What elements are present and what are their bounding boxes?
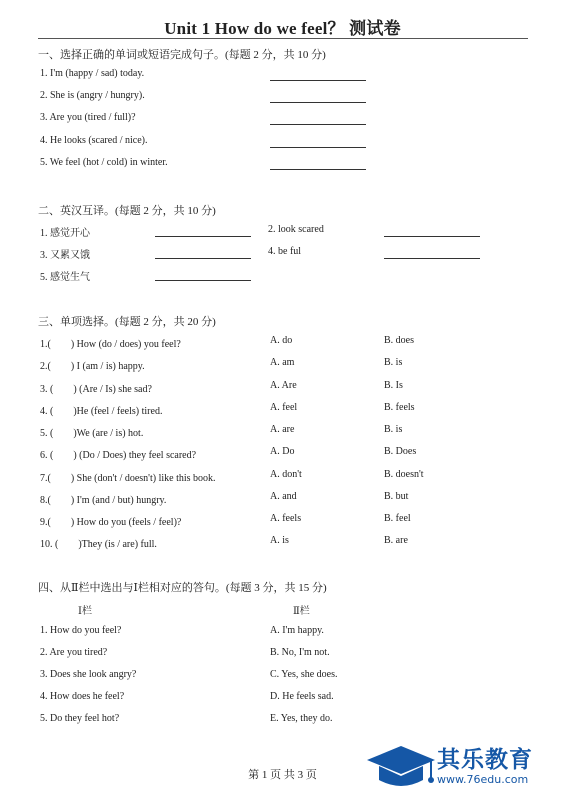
s3-question: 1.( ) How (do / does) you feel?: [40, 339, 181, 350]
logo-url[interactable]: www.76edu.com: [437, 773, 529, 786]
option-b[interactable]: B. Is: [384, 380, 403, 391]
option-a[interactable]: A. and: [270, 491, 297, 502]
column2-header: Ⅱ栏: [293, 606, 310, 617]
option-a[interactable]: A. Are: [270, 380, 297, 391]
s4-question: 3. Does she look angry?: [40, 669, 137, 680]
option-b[interactable]: B. does: [384, 335, 414, 346]
answer-blank[interactable]: [384, 236, 480, 237]
s3-question: 5. ( )We (are / is) hot.: [40, 428, 144, 439]
answer-blank[interactable]: [270, 147, 366, 148]
s3-question: 9.( ) How do you (feels / feel)?: [40, 517, 182, 528]
answer-blank[interactable]: [270, 124, 366, 125]
option-a[interactable]: A. Do: [270, 446, 295, 457]
s3-question: 10. ( )They (is / are) full.: [40, 539, 157, 550]
answer-blank[interactable]: [155, 236, 251, 237]
answer-blank[interactable]: [384, 258, 480, 259]
s4-answer: D. He feels sad.: [270, 691, 334, 702]
answer-blank[interactable]: [155, 258, 251, 259]
option-b[interactable]: B. are: [384, 535, 408, 546]
s4-question: 4. How does he feel?: [40, 691, 125, 702]
option-b[interactable]: B. is: [384, 357, 403, 368]
option-a[interactable]: A. don't: [270, 469, 302, 480]
option-a[interactable]: A. do: [270, 335, 293, 346]
option-b[interactable]: B. doesn't: [384, 469, 424, 480]
section1-heading: 一、选择正确的单词或短语完成句子。(每题 2 分，共 10 分): [38, 49, 326, 61]
s4-question: 2. Are you tired?: [40, 647, 108, 658]
s4-answer: E. Yes, they do.: [270, 713, 333, 724]
s4-answer: A. I'm happy.: [270, 625, 324, 636]
s2-item: 1. 感觉开心: [40, 228, 90, 239]
option-a[interactable]: A. are: [270, 424, 295, 435]
section3-heading: 三、单项选择。(每题 2 分，共 20 分): [38, 316, 216, 328]
section2-heading: 二、英汉互译。(每题 2 分，共 10 分): [38, 205, 216, 217]
answer-blank[interactable]: [270, 102, 366, 103]
option-b[interactable]: B. feel: [384, 513, 411, 524]
option-b[interactable]: B. is: [384, 424, 403, 435]
option-a[interactable]: A. feel: [270, 402, 298, 413]
option-b[interactable]: B. Does: [384, 446, 417, 457]
s3-question: 2.( ) I (am / is) happy.: [40, 361, 145, 372]
logo-name: 其乐教育: [437, 747, 533, 773]
s3-question: 4. ( )He (feel / feels) tired.: [40, 406, 163, 417]
s4-answer: B. No, I'm not.: [270, 647, 330, 658]
s1-item: 5. We feel (hot / cold) in winter.: [40, 157, 168, 168]
answer-blank[interactable]: [270, 80, 366, 81]
option-a[interactable]: A. feels: [270, 513, 302, 524]
title-divider: [38, 38, 528, 39]
s2-item: 3. 又累又饿: [40, 250, 90, 261]
s4-answer: C. Yes, she does.: [270, 669, 338, 680]
answer-blank[interactable]: [270, 169, 366, 170]
s3-question: 6. ( ) (Do / Does) they feel scared?: [40, 450, 197, 461]
section4-heading: 四、从Ⅱ栏中选出与Ⅰ栏相对应的答句。(每题 3 分，共 15 分): [38, 582, 327, 594]
s4-question: 1. How do you feel?: [40, 625, 122, 636]
s4-question: 5. Do they feel hot?: [40, 713, 120, 724]
s1-item: 1. I'm (happy / sad) today.: [40, 68, 145, 79]
option-b[interactable]: B. but: [384, 491, 409, 502]
option-b[interactable]: B. feels: [384, 402, 415, 413]
s3-question: 8.( ) I'm (and / but) hungry.: [40, 495, 167, 506]
option-a[interactable]: A. am: [270, 357, 295, 368]
page-title: Unit 1 How do we feel？ 测试卷: [164, 19, 401, 38]
page-number: 第 1 页 共 3 页: [248, 769, 317, 781]
answer-blank[interactable]: [155, 280, 251, 281]
option-a[interactable]: A. is: [270, 535, 289, 546]
column1-header: Ⅰ栏: [78, 606, 92, 617]
s2-item: 5. 感觉生气: [40, 272, 90, 283]
s1-item: 4. He looks (scared / nice).: [40, 135, 148, 146]
s2-item: 4. be ful: [268, 246, 302, 257]
s3-question: 7.( ) She (don't / doesn't) like this book.: [40, 473, 216, 484]
s3-question: 3. ( ) (Are / Is) she sad?: [40, 384, 152, 395]
s1-item: 2. She is (angry / hungry).: [40, 90, 145, 101]
s1-item: 3. Are you (tired / full)?: [40, 112, 136, 123]
s2-item: 2. look scared: [268, 224, 324, 235]
